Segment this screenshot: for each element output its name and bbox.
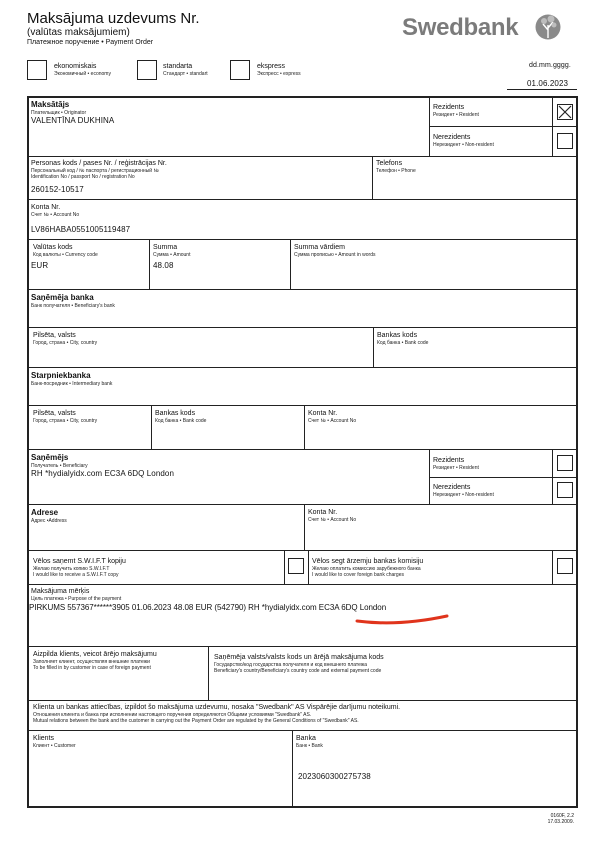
client-label: Klients [33,735,55,742]
ib-acc-label-block [308,409,356,424]
intermediary-sub: Банк-посредник • Intermediary bank [31,381,113,387]
client-sub: Клиент • Customer [33,743,76,749]
row-divider-10 [27,550,577,551]
ben-nonresident-sub: Нерезидент • Non-resident [433,492,494,498]
words-label-block [294,243,376,258]
account-value: LV86HABA0551005119487 [31,225,131,234]
originator-resident-sub: Резидент • Resident [433,112,479,118]
swift-fees-divider [308,550,309,584]
bb-code-label-block [377,331,428,346]
swift-copy-label-block [33,557,126,578]
swift-fees-label-block [312,557,423,578]
form-date: 17.03.2009. [547,819,574,825]
express-option-label [257,62,301,77]
sum-value: 48.08 [153,261,174,270]
beneficiary-label-block [31,453,88,469]
row-divider-4 [27,289,577,290]
address-acc-sub: Счет № • Account No [308,517,357,523]
foreign-right-label: Saņēmēja valsts/valsts kods un ārējā maksājuma kods [214,654,384,661]
foreign-left-en: To be filled in by customer in case of foreign payment [33,665,151,671]
form-title-block [27,10,200,47]
check-x-icon [558,105,572,119]
ib-code-label: Bankas kods [155,410,196,417]
bb-city-label: Pilsēta, valsts [33,332,76,339]
swift-fees-ru: Желаю оплатить комиссию зарубежного банка [312,566,421,572]
beneficiary-bank-label: Saņēmēja banka [31,293,94,302]
ben-resident-sub: Резидент • Resident [433,465,479,471]
originator-resident-label-block [433,103,479,118]
brand-name: Swedbank [402,14,519,41]
bank-label-block [296,734,323,749]
bank-label: Banka [296,735,316,742]
row-divider-6 [27,367,577,368]
ib-city-label: Pilsēta, valsts [33,410,76,417]
bb-city-sub: Город, страна • City, country [33,340,98,346]
intermediary-label: Starpniekbanka [31,371,91,380]
beneficiary-sub: Получатель • Beneficiary [31,463,88,469]
terms-en: Mutual relations between the bank and the customer in carrying out the Payment Order are regulated by the General Conditions of "Swedbank" AS. [33,718,359,724]
form-subtitle-translation: Платежное поручение • Payment Order [27,39,154,46]
row-divider-9 [27,504,577,505]
express-label: ekspress [257,63,286,70]
row-divider-7 [27,405,577,406]
standard-sub: Стандарт • standart [163,71,208,77]
row-divider-11 [27,584,577,585]
originator-nonresident-label: Nerezidents [433,134,471,141]
beneficiary-resident-checkbox[interactable] [557,455,573,471]
originator-resident-checkbox[interactable] [557,104,573,120]
terms-block [33,703,400,724]
sum-divider [149,239,150,289]
originator-nonresident-checkbox[interactable] [557,133,573,149]
swift-copy-en: I would like to receive a S.W.I.F.T copy [33,572,119,578]
purpose-label-block [31,587,121,602]
id-sub-ru: Персональный код / № паспорта / регистрационный № [31,168,159,174]
express-sub: Экспресс • express [257,71,301,77]
bb-code-divider [373,327,374,367]
beneficiary-bank-sub: Банк получателя • Beneficiary's bank [31,303,115,309]
grid-top-border [27,96,577,98]
form-subtitle: (valūtas maksājumiem) [27,27,130,38]
date-underline [507,89,577,90]
originator-label: Maksātājs [31,100,70,109]
phone-divider [372,156,373,199]
beneficiary-label: Saņēmējs [31,453,69,462]
address-sub: Адрес •Address [31,518,67,524]
form-code: 0160F, 2.2 [550,813,574,819]
terms-lv: Klienta un bankas attiecības, izpildot šo maksājuma uzdevumu, nosaka "Swedbank" AS Vispārējie darījumu noteikumi. [33,704,401,711]
express-checkbox[interactable] [230,60,250,80]
ben-nonresident-label-block [433,483,494,498]
foreign-right-ru: Государство/код государства получателя и код внешнего платежа [214,662,367,668]
document-date: 01.06.2023 [527,79,569,88]
row-divider-12 [27,646,577,647]
originator-resident-label: Rezidents [433,104,465,111]
foreign-left-label-block [33,650,157,671]
ib-acc-sub: Счет № • Account No [308,418,357,424]
account-sub: Счет № • Account No [31,212,80,218]
ib-acc-divider [304,405,305,449]
address-acc-label-block [308,508,356,523]
originator-nonresident-label-block [433,133,494,148]
purpose-sub: Цель платежа • Purpose of the payment [31,596,122,602]
words-label: Summa vārdiem [294,244,345,251]
standard-label: standarta [163,63,193,70]
id-label: Personas kods / pases Nr. / reģistrācijas Nr. [31,160,167,167]
ib-city-label-block [33,409,97,424]
originator-name: VALENTĪNA DUKHINA [31,116,115,125]
purpose-label: Maksājuma mērķis [31,588,90,595]
economy-checkbox[interactable] [27,60,47,80]
beneficiary-nonresident-checkbox[interactable] [557,482,573,498]
economy-option-label [54,62,111,77]
sum-label-block [153,243,190,258]
ben-resident-row-divider [429,477,577,478]
address-label: Adrese [31,508,59,517]
red-underline-mark [355,612,450,626]
standard-checkbox[interactable] [137,60,157,80]
swift-copy-box-divider [284,550,285,584]
originator-label-block [31,100,86,116]
currency-label-block [33,243,98,258]
terms-ru: Отношения клиента и банка при исполнении настоящего поручения определяются Общими условиями "Swedbank" AS. [33,712,312,718]
currency-value: EUR [31,261,49,270]
standard-option-label [163,62,208,77]
client-label-block [33,734,76,749]
economy-label: ekonomiskais [54,63,97,70]
bank-sub: Банк • Bank [296,743,323,749]
id-label-block [31,159,167,180]
row-divider-3 [27,239,577,240]
row-divider-8 [27,449,577,450]
words-sub: Сумма прописью • Amount in words [294,252,376,258]
row-divider-14 [27,730,577,731]
address-label-block [31,508,67,524]
swift-fees-box-divider [552,550,553,584]
words-divider [290,239,291,289]
beneficiary-name: RH *hydialyidx.com EC3A 6DQ London [31,469,175,478]
swift-copy-checkbox[interactable] [288,558,304,574]
phone-sub: Телефон • Phone [376,168,416,174]
foreign-right-en: Beneficiary's country/Beneficiary's country code and external payment code [214,668,382,674]
phone-label: Telefons [376,160,403,167]
row-divider-2 [27,199,577,200]
swift-fees-label: Vēlos segt ārzemju bankas komisiju [312,558,424,565]
id-value: 260152-10517 [31,185,84,194]
foreign-right-label-block [214,653,384,674]
bb-city-label-block [33,331,97,346]
economy-sub: Экономичный • economy [54,71,111,77]
swift-copy-label: Vēlos saņemt S.W.I.F.T kopiju [33,558,126,565]
row-divider-13 [27,700,577,701]
bank-reference: 2023060300275738 [298,772,371,781]
ib-city-sub: Город, страна • City, country [33,418,98,424]
phone-label-block [376,159,416,174]
currency-sub: Код валюты • Currency code [33,252,98,258]
client-bank-divider [292,730,293,807]
swift-fees-checkbox[interactable] [557,558,573,574]
bb-code-label: Bankas kods [377,332,418,339]
ben-nonresident-label: Nerezidents [433,484,471,491]
form-code-block [540,813,574,825]
oak-tree-icon [535,10,561,46]
address-acc-label: Konta Nr. [308,509,338,516]
ben-resident-label: Rezidents [433,457,465,464]
form-title: Maksājuma uzdevums Nr. [27,10,200,27]
date-format-hint: dd.mm.gggg. [529,62,571,69]
ib-acc-label: Konta Nr. [308,410,338,417]
address-acc-divider [304,504,305,550]
intermediary-label-block [31,371,112,387]
originator-nonresident-sub: Нерезидент • Non-resident [433,142,494,148]
ib-code-label-block [155,409,206,424]
originator-sub: Плательщик • Originator [31,110,87,116]
foreign-left-label: Aizpilda klients, veicot ārējo maksājumu [33,651,157,658]
swedbank-logo [402,10,562,46]
swift-fees-en: I would like to cover foreign bank charges [312,572,404,578]
ib-code-sub: Код банка • Bank code [155,418,207,424]
ib-code-divider [151,405,152,449]
foreign-divider [208,646,209,700]
resident-row-divider [429,126,577,127]
currency-label: Valūtas kods [33,244,73,251]
row-divider-1 [27,156,577,157]
bb-code-sub: Код банка • Bank code [377,340,429,346]
account-label: Konta Nr. [31,204,61,211]
sum-label: Summa [153,244,178,251]
row-divider-5 [27,327,577,328]
sum-sub: Сумма • Amount [153,252,191,258]
grid-bottom-border [27,806,578,808]
foreign-left-ru: Заполняет клиент, осуществляя внешние платежи [33,659,150,665]
ben-resident-label-block [433,456,479,471]
beneficiary-bank-label-block [31,293,115,309]
swift-copy-ru: Желаю получить копию S.W.I.F.T [33,566,110,572]
id-sub-en: Identification No / passport No / registration No [31,174,135,180]
purpose-value: PIRKUMS 557367******3905 01.06.2023 48.08 EUR (542790) RH *hydialyidx.com EC3A 6DQ London [29,603,387,612]
account-label-block [31,203,79,218]
